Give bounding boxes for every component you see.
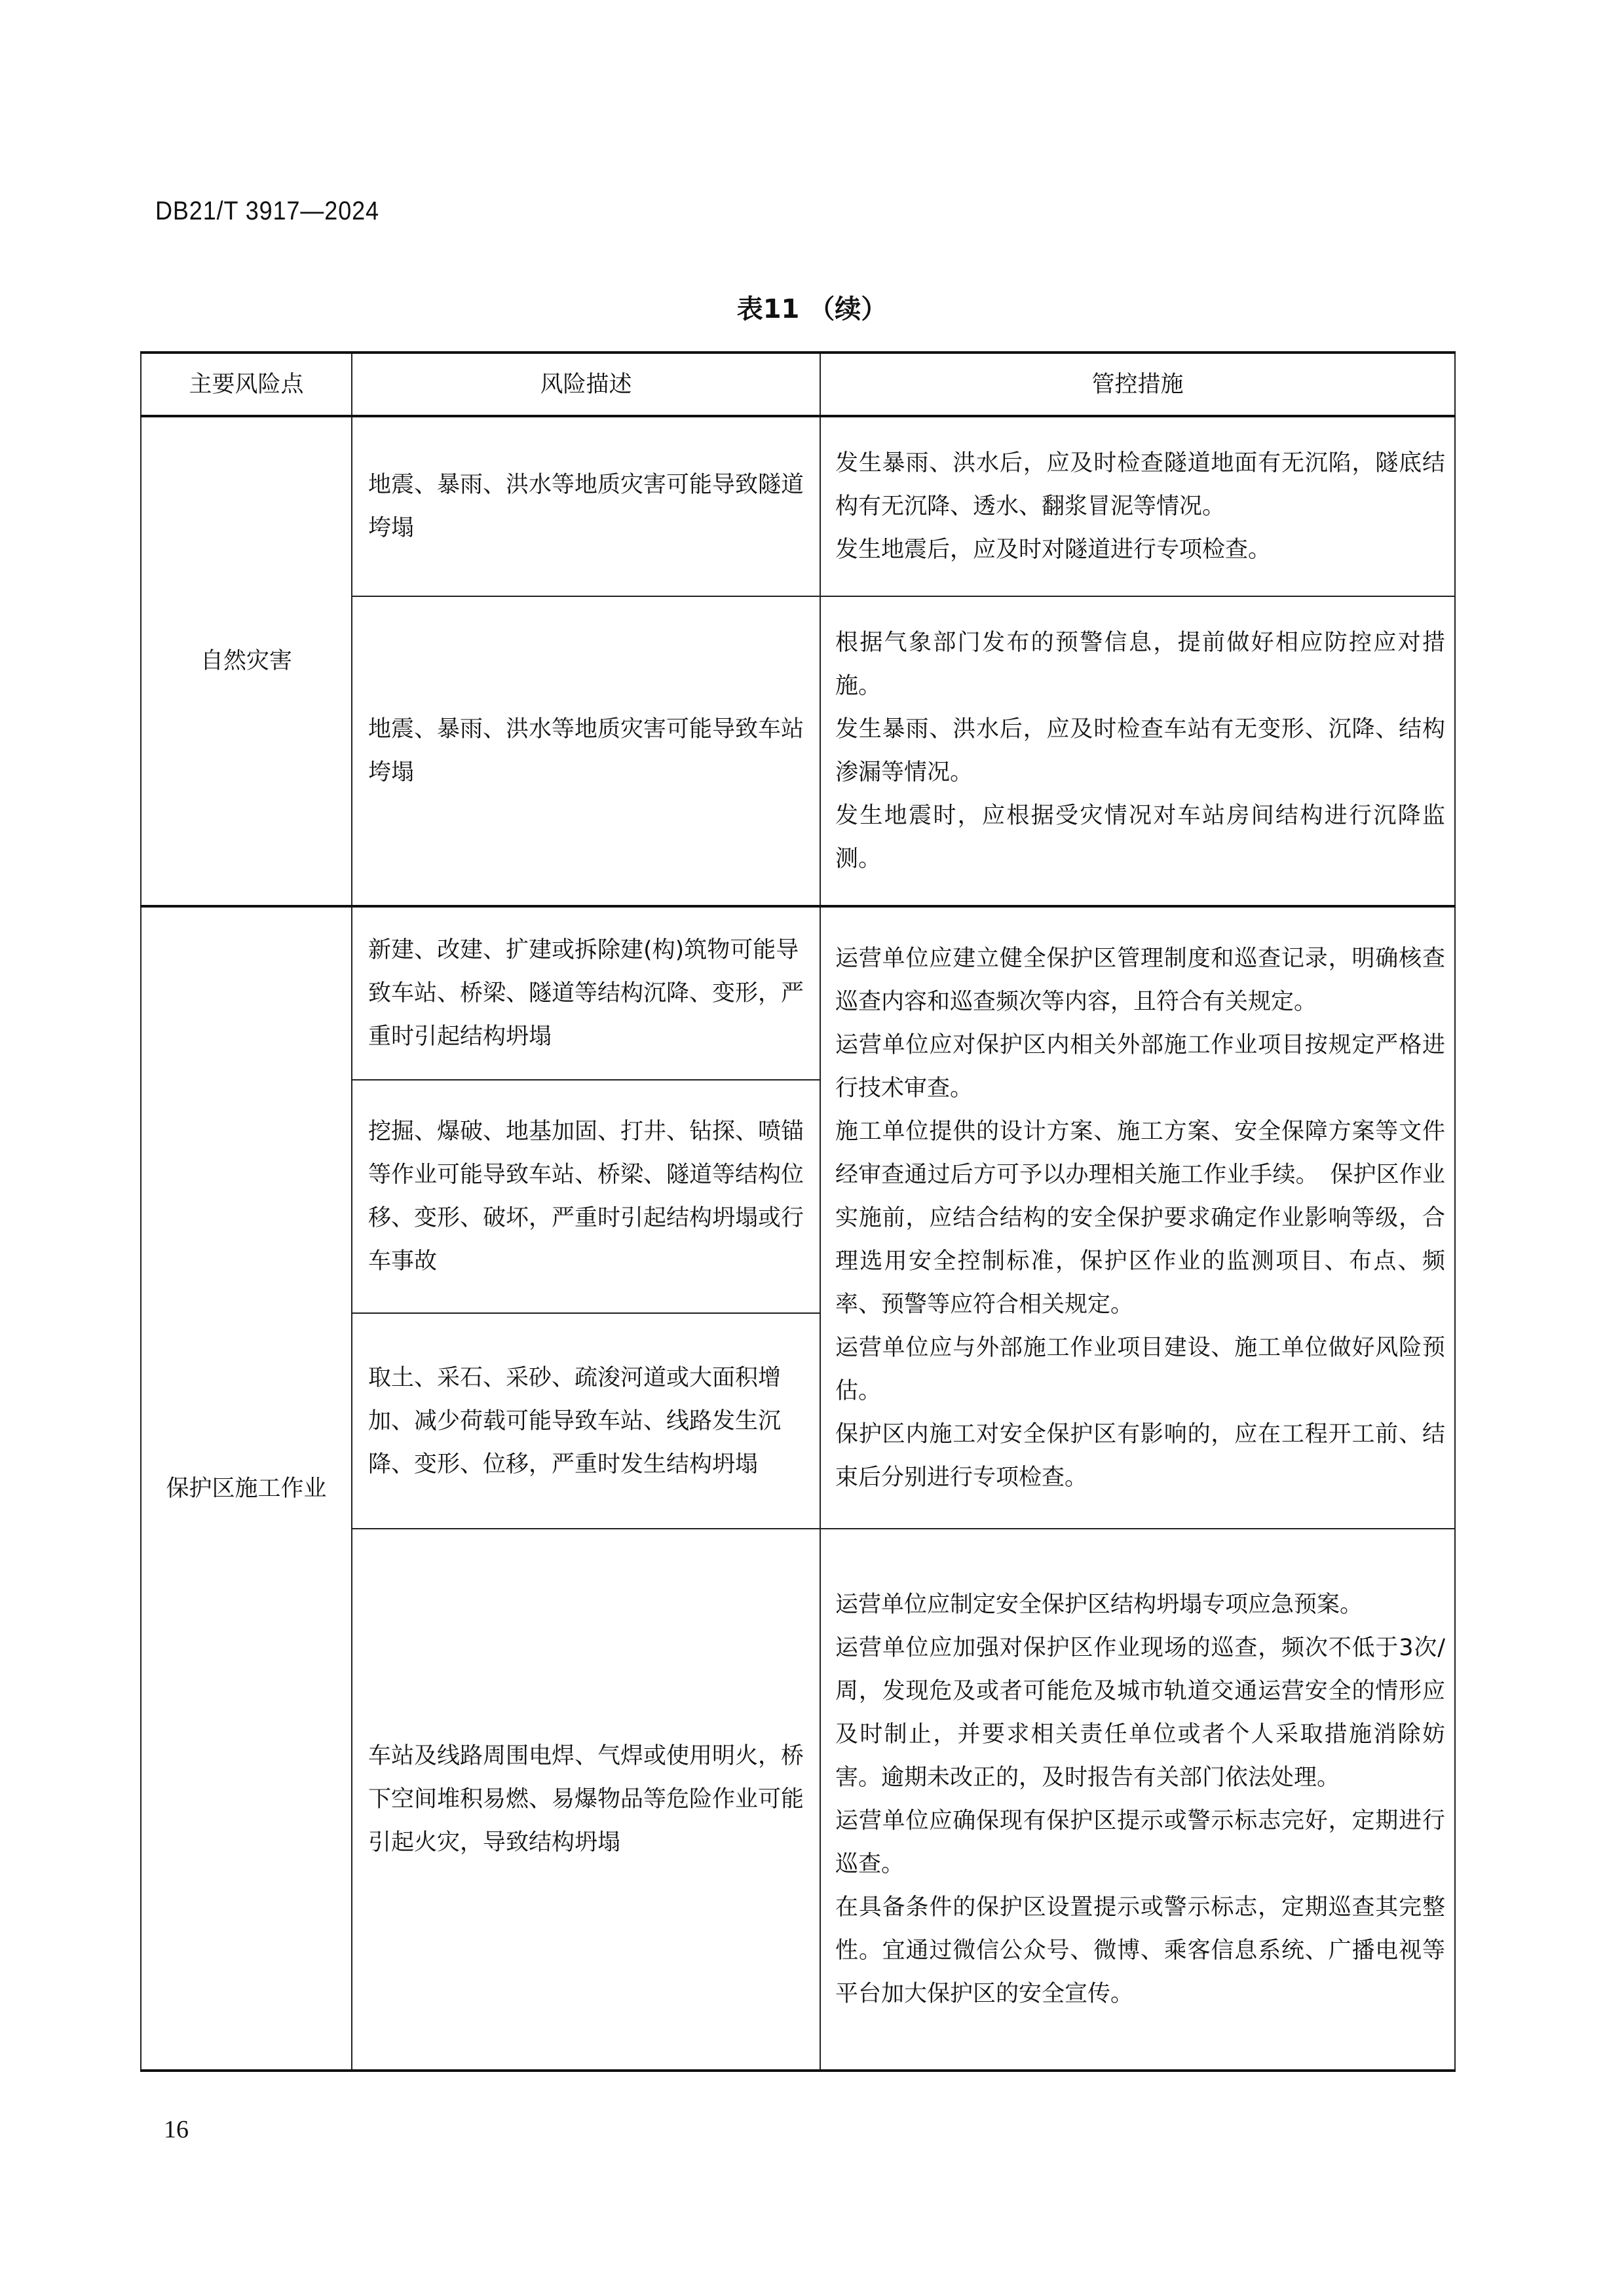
table-header-row bbox=[141, 353, 1455, 416]
control-measure: 根据气象部门发布的预警信息，提前做好相应防控应对措施。 bbox=[835, 630, 1445, 699]
control-measure: 发生地震后，应及时对隧道进行专项检查。 bbox=[835, 537, 1272, 563]
table-row bbox=[141, 416, 1455, 596]
control-measure: 运营单位应建立健全保护区管理制度和巡查记录，明确核查巡查内容和巡查频次等内容，且符合有关规定。 bbox=[835, 945, 1445, 1015]
table-row bbox=[141, 906, 1455, 1080]
control-measure: 发生暴雨、洪水后，应及时检查隧道地面有无沉陷，隧底结构有无沉降、透水、翻浆冒泥等情况。 bbox=[835, 450, 1445, 520]
risk-point-cell: 保护区施工作业 bbox=[141, 906, 352, 2071]
control-measure: 发生地震时，应根据受灾情况对车站房间结构进行沉降监测。 bbox=[835, 803, 1445, 872]
control-measure: 施工单位提供的设计方案、施工方案、安全保障方案等文件经审查通过后方可予以办理相关施工作业手续。 保护区作业实施前，应结合结构的安全保护要求确定作业影响等级，合理选用安全控制标准，保护区作业的监测项目、布点、频率、预警等应符合相关规定。 bbox=[835, 1118, 1445, 1318]
column-header-control-measures: 管控措施 bbox=[820, 353, 1455, 416]
risk-description-cell: 地震、暴雨、洪水等地质灾害可能导致隧道垮塌 bbox=[352, 416, 820, 596]
control-measure: 运营单位应对保护区内相关外部施工作业项目按规定严格进行技术审查。 bbox=[835, 1031, 1445, 1101]
control-measure: 在具备条件的保护区设置提示或警示标志，定期巡查其完整性。宜通过微信公众号、微博、乘客信息系统、广播电视等平台加大保护区的安全宣传。 bbox=[835, 1894, 1445, 2007]
risk-description-cell: 挖掘、爆破、地基加固、打井、钻探、喷锚等作业可能导致车站、桥梁、隧道等结构位移、变形、破坏，严重时引起结构坍塌或行车事故 bbox=[352, 1080, 820, 1313]
column-header-risk-description: 风险描述 bbox=[352, 353, 820, 416]
table-title: 表11 （续） bbox=[736, 294, 888, 324]
control-measures-cell bbox=[820, 416, 1455, 596]
risk-control-table bbox=[140, 351, 1456, 2072]
control-measure: 保护区内施工对安全保护区有影响的，应在工程开工前、结束后分别进行专项检查。 bbox=[835, 1421, 1445, 1491]
risk-description-cell: 取土、采石、采砂、疏浚河道或大面积增加、减少荷载可能导致车站、线路发生沉降、变形、位移，严重时发生结构坍塌 bbox=[352, 1313, 820, 1529]
risk-point-cell: 自然灾害 bbox=[141, 416, 352, 906]
control-measures-cell bbox=[820, 596, 1455, 906]
control-measure: 运营单位应确保现有保护区提示或警示标志完好，定期进行巡查。 bbox=[835, 1808, 1445, 1877]
control-measure: 运营单位应制定安全保护区结构坍塌专项应急预案。 bbox=[835, 1592, 1363, 1618]
control-measures-cell bbox=[820, 1529, 1455, 2071]
control-measure: 发生暴雨、洪水后，应及时检查车站有无变形、沉降、结构渗漏等情况。 bbox=[835, 716, 1445, 786]
column-header-risk-point: 主要风险点 bbox=[141, 353, 352, 416]
risk-description-cell: 新建、改建、扩建或拆除建(构)筑物可能导致车站、桥梁、隧道等结构沉降、变形，严重时引起结构坍塌 bbox=[352, 906, 820, 1080]
risk-description-cell: 车站及线路周围电焊、气焊或使用明火，桥下空间堆积易燃、易爆物品等危险作业可能引起火灾，导致结构坍塌 bbox=[352, 1529, 820, 2071]
risk-description-cell: 地震、暴雨、洪水等地质灾害可能导致车站垮塌 bbox=[352, 596, 820, 906]
control-measures-cell bbox=[820, 906, 1455, 1529]
document-code: DB21/T 3917—2024 bbox=[155, 197, 379, 225]
control-measure: 运营单位应加强对保护区作业现场的巡查，频次不低于3次/周，发现危及或者可能危及城市轨道交通运营安全的情形应及时制止，并要求相关责任单位或者个人采取措施消除妨害。逾期未改正的，及时报告有关部门依法处理。 bbox=[835, 1635, 1445, 1791]
control-measure: 运营单位应与外部施工作业项目建设、施工单位做好风险预估。 bbox=[835, 1334, 1445, 1404]
page-number: 16 bbox=[164, 2116, 189, 2143]
